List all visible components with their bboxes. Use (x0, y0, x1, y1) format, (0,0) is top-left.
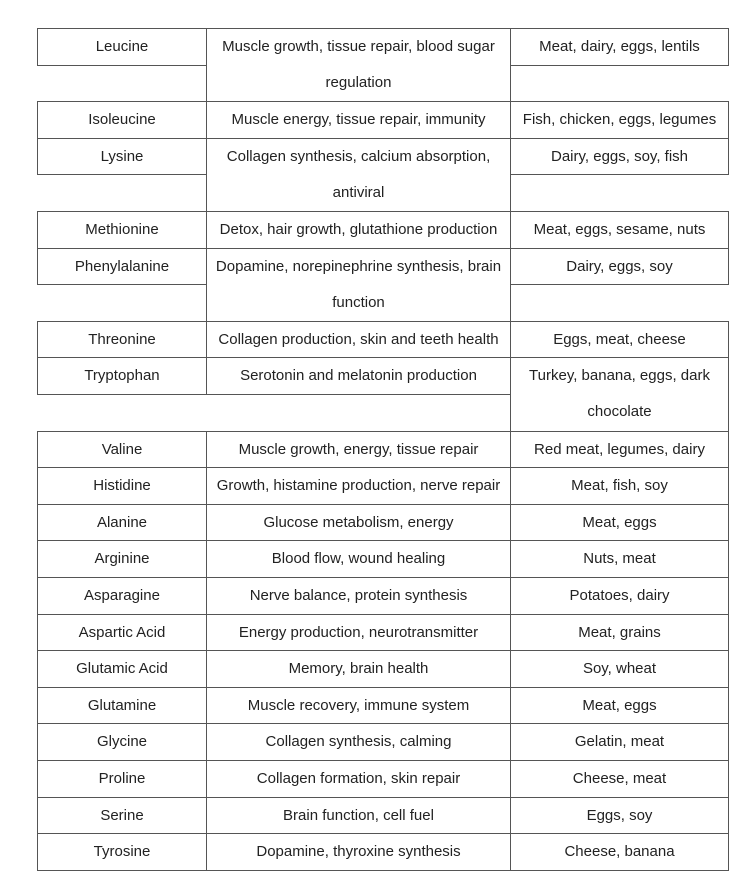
food-sources-cell-text: Cheese, meat (572, 770, 667, 787)
function-cell (206, 687, 511, 725)
function-cell-text: Muscle recovery, immune system (247, 696, 470, 714)
function-cell-text: Blood flow, wound healing (271, 550, 446, 568)
amino-acid-name (37, 687, 207, 725)
function-cell (206, 28, 511, 102)
function-cell (206, 101, 511, 139)
function-cell-text: Glucose metabolism, energy (263, 513, 454, 531)
function-cell-text: Serotonin and melatonin production (240, 367, 477, 385)
food-sources-cell (510, 687, 729, 725)
food-sources-cell-text: Meat, dairy, eggs, lentils (539, 38, 700, 55)
food-sources-cell-text: Nuts, meat (583, 550, 656, 568)
amino-acid-name (37, 357, 207, 395)
amino-acid-name (37, 833, 207, 871)
food-sources-cell-text: Meat, eggs (582, 696, 657, 714)
food-sources-cell (510, 467, 729, 505)
amino-acid-name-text: Phenylalanine (74, 257, 170, 275)
food-sources-cell-text: Turkey, banana, eggs, dark chocolate (529, 367, 710, 421)
food-sources-cell (510, 28, 729, 66)
food-sources-cell (510, 723, 729, 761)
function-cell (206, 431, 511, 469)
amino-acid-name-text: Valine (101, 440, 143, 458)
food-sources-cell-text: Eggs, meat, cheese (553, 330, 686, 348)
function-cell (206, 321, 511, 359)
food-sources-cell-text: Dairy, eggs, soy (566, 257, 673, 275)
food-sources-cell (510, 431, 729, 469)
amino-acid-name (37, 28, 207, 66)
function-cell (206, 357, 511, 395)
amino-acid-name (37, 467, 207, 505)
function-cell-text: Muscle growth, energy, tissue repair (238, 440, 479, 458)
food-sources-cell-text: Fish, chicken, eggs, legumes (522, 111, 717, 129)
food-sources-cell (510, 614, 729, 652)
function-cell-text: Energy production, neurotransmitter (238, 623, 479, 641)
food-sources-cell (510, 211, 729, 249)
function-cell (206, 614, 511, 652)
function-cell-text: Growth, histamine production, nerve repair (216, 477, 501, 495)
food-sources-cell (510, 357, 729, 431)
amino-acid-name-text: Aspartic Acid (78, 623, 166, 641)
amino-acid-name-text: Tryptophan (84, 367, 160, 385)
amino-acid-name (37, 760, 207, 798)
amino-acid-name-text: Alanine (96, 513, 148, 531)
food-sources-cell (510, 138, 729, 176)
function-cell (206, 760, 511, 798)
function-cell (206, 540, 511, 578)
amino-acid-name (37, 723, 207, 761)
amino-acid-name-text: Lysine (100, 147, 144, 165)
food-sources-cell (510, 540, 729, 578)
function-cell-text: Dopamine, norepinephrine synthesis, brain function (215, 257, 502, 311)
food-sources-cell (510, 248, 729, 286)
amino-acid-name (37, 504, 207, 542)
amino-acid-name-text: Asparagine (84, 587, 160, 604)
amino-acid-name (37, 431, 207, 469)
function-cell (206, 833, 511, 871)
amino-acid-name-text: Isoleucine (88, 111, 156, 129)
amino-acid-name-text: Glutamine (87, 696, 157, 714)
function-cell-text: Collagen production, skin and teeth health (218, 330, 499, 348)
function-cell (206, 248, 511, 322)
function-cell (206, 797, 511, 835)
food-sources-cell (510, 321, 729, 359)
function-cell-text: Brain function, cell fuel (283, 806, 434, 824)
food-sources-cell-text: Meat, fish, soy (571, 477, 668, 495)
amino-acid-name (37, 614, 207, 652)
food-sources-cell-text: Dairy, eggs, soy, fish (551, 147, 688, 165)
function-cell-text: Nerve balance, protein synthesis (249, 587, 468, 604)
amino-acid-name (37, 101, 207, 139)
amino-acid-name (37, 138, 207, 176)
amino-acid-name-text: Proline (98, 770, 146, 787)
function-cell-text: Collagen synthesis, calcium absorption, antiviral (226, 147, 491, 201)
function-cell-text: Collagen formation, skin repair (256, 770, 461, 787)
amino-acid-name (37, 248, 207, 286)
amino-acid-name-text: Histidine (93, 477, 151, 495)
food-sources-cell-text: Eggs, soy (586, 806, 653, 824)
food-sources-cell (510, 101, 729, 139)
function-cell (206, 723, 511, 761)
function-cell-text: Memory, brain health (288, 660, 429, 678)
food-sources-cell (510, 833, 729, 871)
amino-acid-name-text: Methionine (85, 221, 159, 238)
amino-acid-name (37, 321, 207, 359)
food-sources-cell (510, 760, 729, 798)
amino-acid-name-text: Glycine (96, 733, 148, 751)
amino-acid-name-text: Arginine (94, 550, 150, 568)
function-cell-text: Detox, hair growth, glutathione production (219, 221, 498, 238)
amino-acid-name-text: Tyrosine (93, 843, 151, 861)
amino-acid-name-text: Threonine (88, 330, 156, 348)
function-cell-text: Collagen synthesis, calming (265, 733, 452, 751)
function-cell (206, 650, 511, 688)
food-sources-cell-text: Meat, eggs, sesame, nuts (533, 221, 706, 238)
function-cell (206, 467, 511, 505)
amino-acid-name (37, 650, 207, 688)
function-cell (206, 577, 511, 615)
food-sources-cell (510, 650, 729, 688)
amino-acid-name-text: Serine (100, 806, 144, 824)
function-cell-text: Muscle energy, tissue repair, immunity (231, 111, 486, 129)
food-sources-cell-text: Gelatin, meat (574, 733, 665, 751)
function-cell (206, 504, 511, 542)
food-sources-cell (510, 797, 729, 835)
food-sources-cell-text: Meat, eggs (582, 513, 657, 531)
amino-acid-name (37, 540, 207, 578)
amino-acid-name (37, 211, 207, 249)
food-sources-cell-text: Soy, wheat (582, 660, 657, 678)
food-sources-cell (510, 504, 729, 542)
function-cell-text: Dopamine, thyroxine synthesis (256, 843, 461, 861)
food-sources-cell-text: Red meat, legumes, dairy (534, 440, 705, 458)
food-sources-cell (510, 577, 729, 615)
food-sources-cell-text: Cheese, banana (564, 843, 675, 861)
amino-acid-name (37, 797, 207, 835)
food-sources-cell-text: Potatoes, dairy (569, 587, 670, 604)
food-sources-cell-text: Meat, grains (578, 623, 661, 641)
function-cell (206, 211, 511, 249)
function-cell-text: Muscle growth, tissue repair, blood sugar regulation (222, 38, 495, 91)
amino-acid-name-text: Leucine (95, 38, 149, 55)
function-cell (206, 138, 511, 212)
amino-acid-name (37, 577, 207, 615)
amino-acid-name-text: Glutamic Acid (76, 660, 168, 678)
